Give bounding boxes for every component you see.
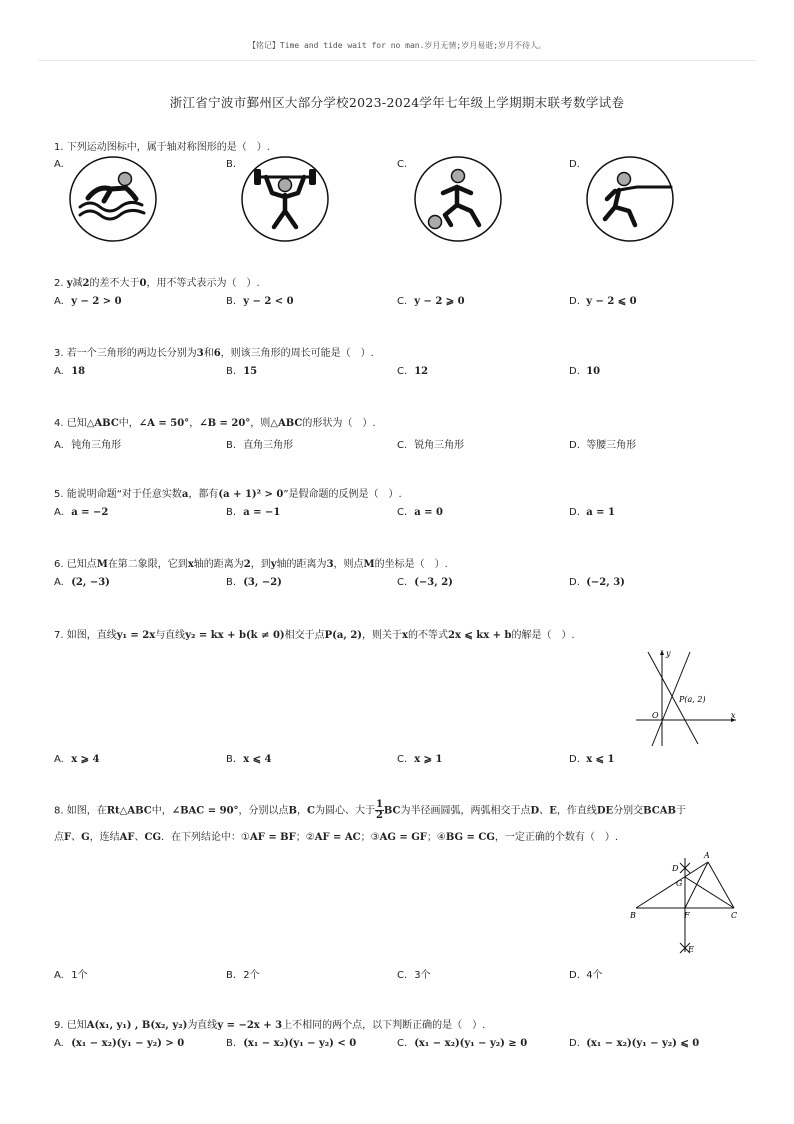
q9-option-b[interactable]: B. (x₁ − x₂)(y₁ − y₂) < 0 (226, 1038, 357, 1049)
question-9-stem: 9. 已知A(x₁, y₁) , B(x₂, y₂)为直线y = −2x + 3上不相同的两个点，以下判断正确的是（ ）. (54, 1020, 486, 1031)
q2-option-c[interactable]: C. y − 2 ⩾ 0 (397, 296, 465, 307)
q6-option-a[interactable]: A. (2, −3) (54, 577, 110, 588)
q7-option-d[interactable]: D. x ⩽ 1 (569, 754, 615, 765)
q5-option-c[interactable]: C. a = 0 (397, 507, 443, 518)
q9-option-d[interactable]: D. (x₁ − x₂)(y₁ − y₂) ⩽ 0 (569, 1038, 700, 1049)
weightlifting-icon[interactable] (240, 155, 330, 243)
q8-figure (626, 848, 746, 960)
q5-option-a[interactable]: A. a = −2 (54, 507, 109, 518)
q3-option-a[interactable]: A. 18 (54, 366, 86, 377)
q7-figure (632, 646, 742, 750)
label-g: G (676, 879, 683, 888)
q4-option-d[interactable]: D. 等腰三角形 (569, 440, 637, 451)
q2-option-b[interactable]: B. y − 2 < 0 (226, 296, 294, 307)
header-divider (38, 60, 756, 61)
label-f: F (684, 911, 690, 920)
q1-option-d-label[interactable]: D. (569, 159, 580, 170)
q2-option-d[interactable]: D. y − 2 ⩽ 0 (569, 296, 637, 307)
q2-option-a[interactable]: A. y − 2 > 0 (54, 296, 122, 307)
question-6-stem: 6. 已知点M在第二象限，它到x轴的距离为2，到y轴的距离为3，则点M的坐标是（ ）. (54, 559, 448, 570)
q1-option-c-label[interactable]: C. (397, 159, 408, 170)
point-p-label: P(a, 2) (679, 695, 706, 704)
question-1-stem: 1. 下列运动图标中，属于轴对称图形的是（ ）. (54, 142, 270, 153)
q3-option-d[interactable]: D. 10 (569, 366, 601, 377)
question-3-stem: 3. 若一个三角形的两边长分别为3和6，则该三角形的周长可能是（ ）. (54, 348, 374, 359)
q4-option-b[interactable]: B. 直角三角形 (226, 440, 294, 451)
question-4-stem: 4. 已知△ABC中，∠A = 50°，∠B = 20°，则△ABC的形状为（ ）. (54, 418, 376, 429)
swimming-icon[interactable] (68, 155, 158, 243)
y-axis-label: y (666, 649, 671, 658)
q8-option-c[interactable]: C. 3个 (397, 970, 431, 981)
q1-option-a-label[interactable]: A. (54, 159, 64, 170)
q5-option-b[interactable]: B. a = −1 (226, 507, 281, 518)
q6-option-b[interactable]: B. (3, −2) (226, 577, 282, 588)
label-c: C (731, 911, 738, 920)
label-e: E (688, 945, 694, 954)
label-b: B (630, 911, 636, 920)
soccer-icon[interactable] (413, 155, 503, 243)
q4-option-c[interactable]: C. 锐角三角形 (397, 440, 465, 451)
q3-option-b[interactable]: B. 15 (226, 366, 258, 377)
q9-option-a[interactable]: A. (x₁ − x₂)(y₁ − y₂) > 0 (54, 1038, 185, 1049)
q8-option-d[interactable]: D. 4个 (569, 970, 603, 981)
label-d: D (672, 864, 679, 873)
q6-option-c[interactable]: C. (−3, 2) (397, 577, 453, 588)
q8-option-b[interactable]: B. 2个 (226, 970, 260, 981)
header-note: 【铭记】Time and tide wait for no man.岁月无情;岁月易逝;岁月不待人。 (247, 41, 547, 50)
label-a: A (704, 851, 710, 860)
q6-option-d[interactable]: D. (−2, 3) (569, 577, 625, 588)
q5-option-d[interactable]: D. a = 1 (569, 507, 615, 518)
segment-ac (708, 862, 734, 908)
question-2-stem: 2. y减2的差不大于0，用不等式表示为（ ）. (54, 278, 260, 289)
question-5-stem: 5. 能说明命题“对于任意实数a，都有(a + 1)² > 0”是假命题的反例是（ ）. (54, 489, 402, 500)
page-title: 浙江省宁波市鄞州区大部分学校2023-2024学年七年级上学期期末联考数学试卷 (169, 95, 625, 110)
q7-option-a[interactable]: A. x ⩾ 4 (54, 754, 100, 765)
q4-option-a[interactable]: A. 钝角三角形 (54, 440, 122, 451)
fraction-one-half: $\frac{1}{2}$ (375, 799, 383, 821)
q8-option-a[interactable]: A. 1个 (54, 970, 88, 981)
question-8-stem-line-1: 8. 如图，在Rt△ABC中，∠BAC = 90°，分别以点B，C为圆心、大于 $\frac{1}{2}$ BC为半径画圆弧，两弧相交于点D、E，作直线DE分别交BCAB于 (54, 799, 686, 821)
q7-option-b[interactable]: B. x ⩽ 4 (226, 754, 272, 765)
x-axis-label: x (731, 711, 736, 720)
q1-option-b-label[interactable]: B. (226, 159, 237, 170)
q7-option-c[interactable]: C. x ⩾ 1 (397, 754, 443, 765)
question-8-stem-line-2: 点F、G，连结AF、CG．在下列结论中：①AF = BF；②AF = AC；③AG = GF；④BG = CG，一定正确的个数有（ ）. (54, 832, 619, 843)
question-7-stem: 7. 如图，直线y₁ = 2x与直线y₂ = kx + b(k ≠ 0)相交于点P(a, 2)，则关于x的不等式2x ⩽ kx + b的解是（ ）. (54, 630, 575, 641)
fencing-icon[interactable] (585, 155, 675, 243)
q9-option-c[interactable]: C. (x₁ − x₂)(y₁ − y₂) ≥ 0 (397, 1038, 528, 1049)
q3-option-c[interactable]: C. 12 (397, 366, 429, 377)
origin-label: O (652, 711, 659, 720)
